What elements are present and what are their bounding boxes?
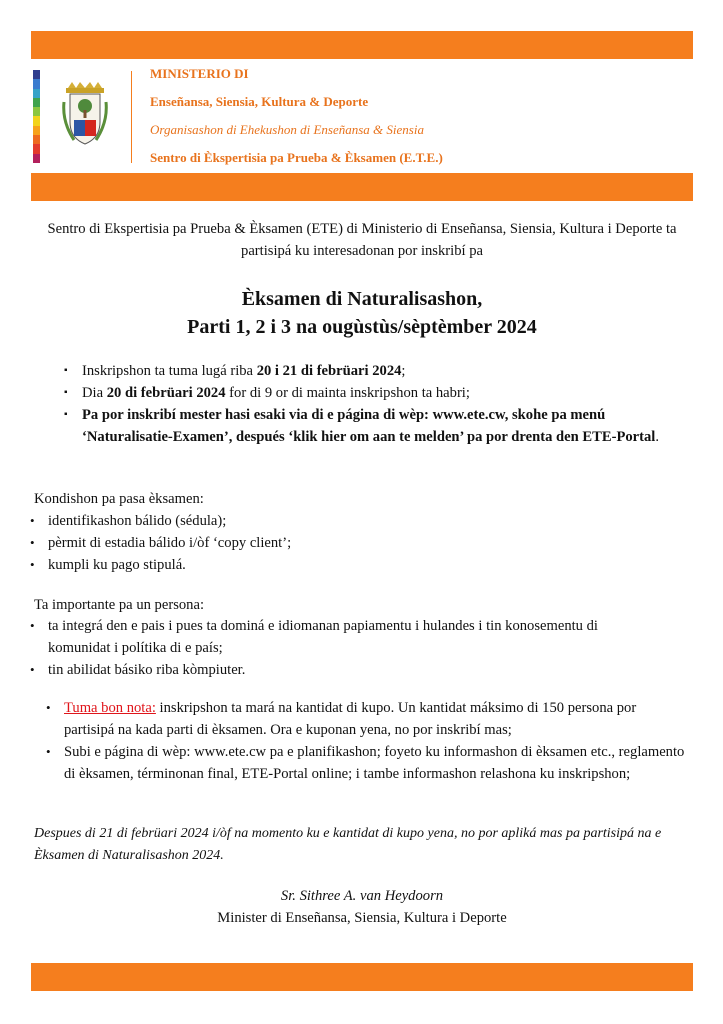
list-item: • pèrmit di estadia bálido i/òf ‘copy client’; xyxy=(48,532,684,554)
color-stripes xyxy=(33,70,40,163)
list-item: • ta integrá den e pais i pues ta dominá e idiomanan papiamentu i hulandes i tin konosementu di komunidat i polítika di e país; xyxy=(48,615,614,659)
bottom-orange-bar xyxy=(31,963,693,991)
header-ministry-name: Enseñansa, Siensia, Kultura & Deporte xyxy=(150,94,369,109)
important-list xyxy=(48,615,614,681)
top-orange-bar xyxy=(31,31,693,59)
list-item: ▪ Dia 20 di febrüari 2024 for di 9 or di mainta inskripshon ta habri; xyxy=(82,382,684,404)
list-item: • kumpli ku pago stipulá. xyxy=(48,554,684,576)
conditions-list xyxy=(48,510,684,576)
list-item: ▪ Inskripshon ta tuma lugá riba 20 i 21 di febrüari 2024; xyxy=(82,360,684,382)
middle-orange-bar xyxy=(31,173,693,201)
coat-of-arms-icon xyxy=(62,82,108,146)
header-ete: Sentro di Èkspertisia pa Prueba & Èksamen (E.T.E.) xyxy=(150,150,443,165)
conditions-heading: Kondishon pa pasa èksamen: xyxy=(34,491,204,507)
list-item: • tin abilidat básiko riba kòmpiuter. xyxy=(48,659,614,681)
intro-paragraph: Sentro di Ekspertisia pa Prueba & Èksamen (ETE) di Ministerio di Enseñansa, Siensia, Kultura i Deporte ta partisipá ku interesadonan por inskribí pa xyxy=(47,221,677,259)
list-item: • identifikashon bálido (sédula); xyxy=(48,510,684,532)
title-line-1: Èksamen di Naturalisashon, xyxy=(241,288,483,310)
signature xyxy=(31,885,693,929)
list-item: • Subi e página di wèp: www.ete.cw pa e planifikashon; foyeto ku informashon di èksamen etc., reglamento di èksamen, términonan final, ETE-Portal online; i tambe informashon relashona ku inskripshon; xyxy=(64,741,690,785)
list-item: ▪ Pa por inskribí mester hasi esaki via di e página di wèp: www.ete.cw, skohe pa menú ‘Naturalisatie-Examen’, después ‘klik hier om aan te melden’ pa por drenta den ETE-Portal. xyxy=(82,404,684,448)
title-line-2: Parti 1, 2 i 3 na ougùstùs/sèptèmber 2024 xyxy=(187,316,537,338)
notes-list xyxy=(64,697,690,785)
header-ministry: MINISTERIO DI xyxy=(150,66,249,81)
registration-list xyxy=(82,360,684,448)
important-heading: Ta importante pa un persona: xyxy=(34,597,204,613)
deadline-note: Despues di 21 di febrüari 2024 i/òf na momento ku e kantidat di kupo yena, no por apliká mas pa partisipá na e Èksamen di Naturalisashon 2024. xyxy=(34,826,662,863)
signature-role: Minister di Enseñansa, Siensia, Kultura i Deporte xyxy=(217,910,507,926)
signature-name: Sr. Sithree A. van Heydoorn xyxy=(280,888,444,904)
list-item: • Tuma bon nota: inskripshon ta mará na kantidat di kupo. Un kantidat máksimo di 150 persona por partisipá na kada parti di èksamen. Ora e kuponan yena, no por inskribí mas; xyxy=(64,697,690,741)
document-title xyxy=(31,285,693,341)
header-organisation: Organisashon di Ehekushon di Enseñansa & Siensia xyxy=(150,122,424,137)
note-label: Tuma bon nota: xyxy=(64,700,156,716)
header-divider xyxy=(131,71,132,163)
